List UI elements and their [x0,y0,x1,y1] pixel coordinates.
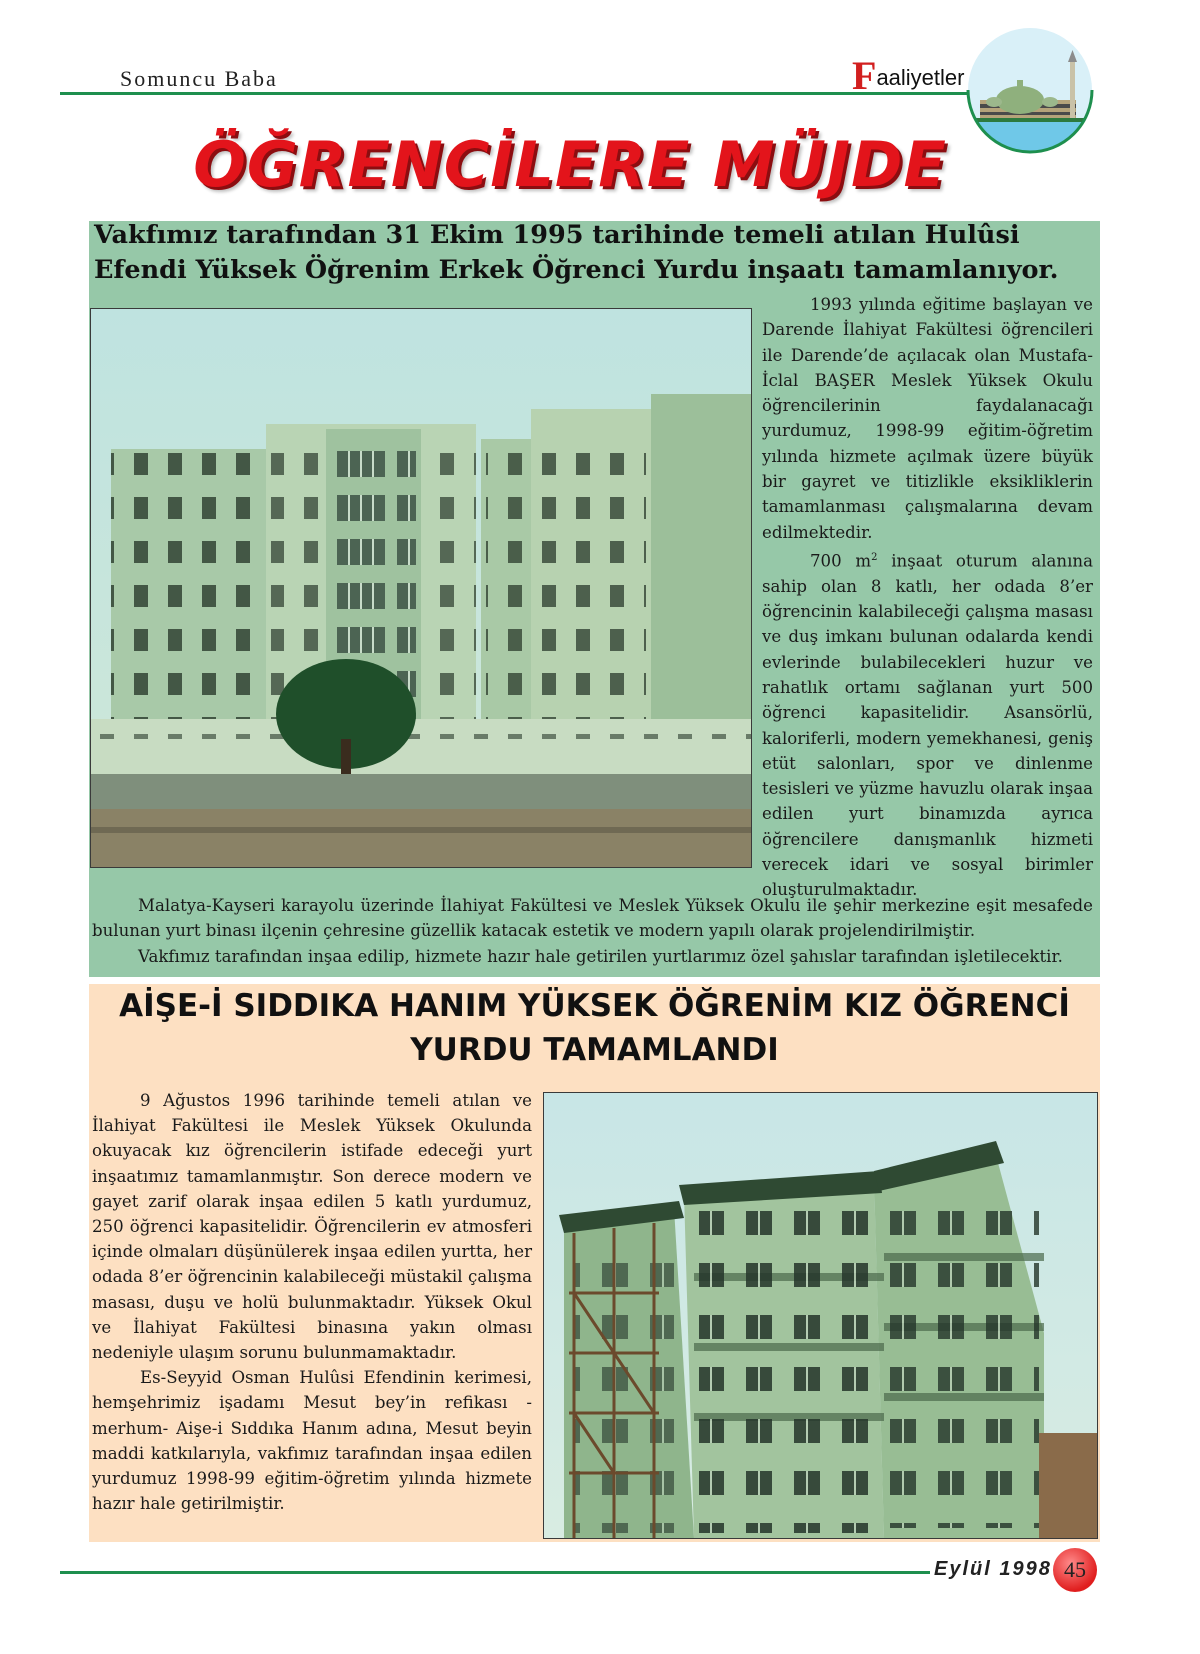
article2-title [89,984,1100,1072]
section-label [852,52,964,99]
article1-column [762,292,1093,903]
issue-date: Eylül 1998 [934,1558,1052,1580]
article2-title-line-2: YURDU TAMAMLANDI [410,1032,779,1068]
male-dormitory-photo [90,308,752,868]
article2-paragraph-1: 9 Ağustos 1996 tarihinde temeli atılan ve İlahiyat Fakültesi ile Meslek Yüksek Okulunda okuyacak kız öğrencilerin istifade edeceği yurt inşaatımız tamamlanmıştır. Son derece modern ve gayet zarif olarak inşaa edilen 5 katlı yurdumuz, 250 öğrenci kapasitelidir. Öğrencilerin ev atmosferi içinde olmaları düşünülerek inşaa edilen yurtta, her odada 8’er öğrencinin kalabileceği müstakil çalışma masası, duşu ve holü bulunmaktadır. Yüksek Okul ve İlahiyat Fakültesi binasına yakın olması nedeniyle ulaşım sorunu bulunmamaktadır. [92,1091,532,1363]
article1-paragraph-2: 700 $m^2$ inşaat oturum alanına sahip olan 8 katlı, her odada 8’er öğrencinin kalabileceği çalışma masası ve duş imkanı bulunan odalarda kendi evlerinde bulabilecekleri huzur ve rahatlık ortamı sağlanan yurt 500 öğrenci kapasitelidir. Asansörlü, kaloriferli, modern yemekhanesi, geniş etüt salonları, spor ve dinlenme tesisleri ve yüzme havuzlu olarak inşaa edilen yurt binamızda ayrıca öğrencilere danışmanlık hizmeti verecek idari ve sosyal birimler oluşturulmaktadır. [762,551,1094,900]
article2-column [92,1088,532,1516]
article2-paragraph-2: Es-Seyyid Osman Hulûsi Efendinin kerimesi, hemşehrimiz işadamı Mesut bey’in refikası -merhum- Aişe-i Sıddıka Hanım adına, Mesut beyin maddi katkılarıyla, vakfımız tarafından inşaa edilen yurdumuz 1998-99 eğitim-öğretim yılında hizmete hazır hale getirilmiştir. [92,1368,532,1514]
section-initial: F [852,53,877,98]
page-number: 45 [1064,1557,1086,1582]
article1-footer-text [92,893,1093,969]
magazine-name: Somuncu Baba [120,66,278,91]
article1-paragraph-3: Malatya-Kayseri karayolu üzerinde İlahiyat Fakültesi ve Meslek Yüksek Okulu ile şehir merkezine eşit mesafede bulunan yurt binası ilçenin çehresine güzellik katacak estetik ve modern yapılı olarak projelendirilmiştir. [92,896,1093,941]
article2-title-line-1: AİŞE-İ SIDDIKA HANIM YÜKSEK ÖĞRENİM KIZ ÖĞRENCİ [119,988,1070,1024]
page-title: ÖĞRENCİLERE MÜJDE [193,128,947,201]
footer-rule [60,1571,930,1574]
article1-paragraph-4: Vakfımız tarafından inşaa edilip, hizmete hazır hale getirilen yurtlarımız özel şahıslar tarafından işletilecektir. [138,946,1063,966]
article1-paragraph-1: 1993 yılında eğitime başlayan ve Darende İlahiyat Fakültesi öğrencileri ile Darende’de açılacak olan Mustafa-İclal BAŞER Meslek Yüksek Okulu öğrencilerinin faydalanacağı yurdumuz, 1998-99 eğitim-öğretim yılında hizmete açılmak üzere büyük bir gayret ve titizlikle eksikliklerin tamamlanması çalışmalarına devam edilmektedir. [762,295,1093,542]
article1-lead: Vakfımız tarafından 31 Ekim 1995 tarihinde temeli atılan Hulûsi Efendi Yüksek Öğrenim Erkek Öğrenci Yurdu inşaatı tamamlanıyor. [94,220,1059,285]
section-label-rest: aaliyetler [876,65,965,90]
female-dormitory-photo [543,1092,1098,1539]
superscript-2: 2 [871,551,878,563]
